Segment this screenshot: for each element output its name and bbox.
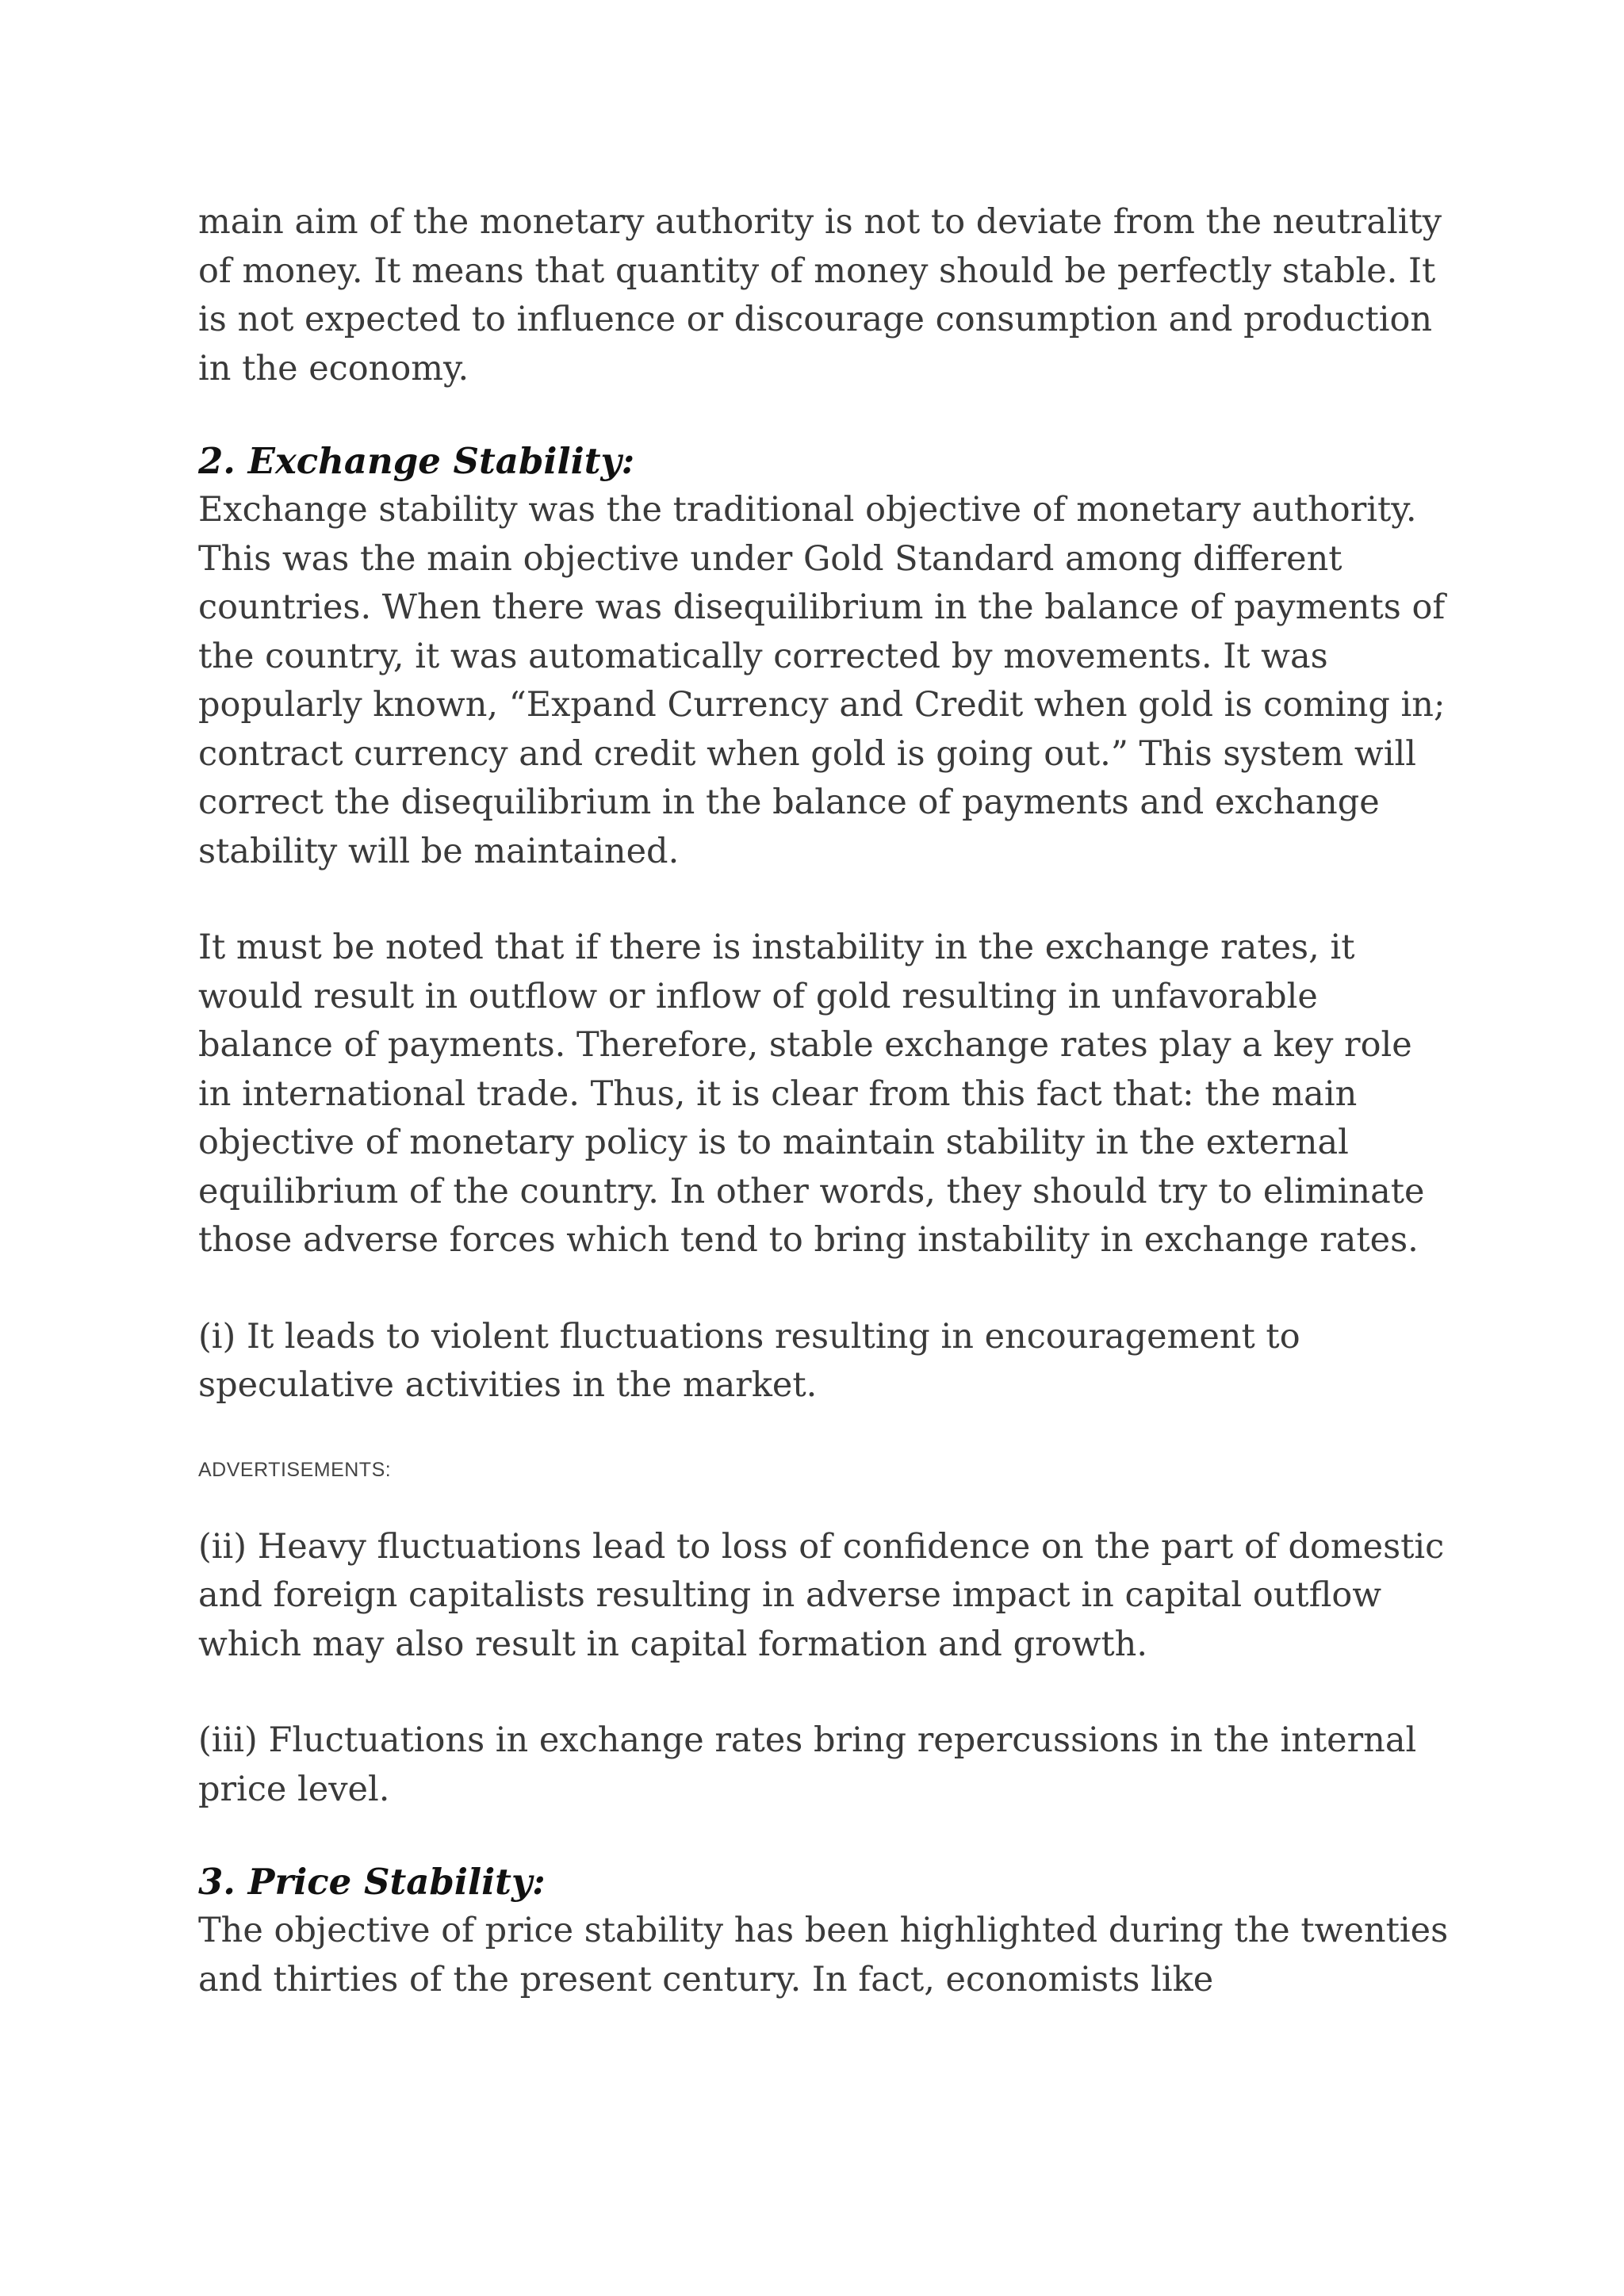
advertisements-label: ADVERTISEMENTS:: [198, 1458, 392, 1481]
exchange-stability-paragraph-1: Exchange stability was the traditional objective of monetary authority. This was the main objective under Gold Standard among different countries. When there was disequilibrium in the balance of payments of the country, it was automatically corrected by movements. It was popularly known, “Expand Currency and Credit when gold is coming in; contract currency and credit when gold is going out.” This system will correct the disequilibrium in the balance of payments and exchange stability will be maintained.: [198, 490, 1446, 871]
document-page: [198, 198, 1451, 2004]
intro-paragraph: main aim of the monetary authority is not to deviate from the neutrality of money. It means that quantity of money should be perfectly stable. It is not expected to influence or discourage consumption and production in the economy.: [198, 202, 1442, 388]
price-stability-paragraph-1: The objective of price stability has been highlighted during the twenties and thirties of the present century. In fact, economists like: [198, 1911, 1449, 1999]
section-heading-exchange-stability: 2. Exchange Stability:: [198, 440, 635, 482]
section-heading-price-stability: 3. Price Stability:: [198, 1861, 546, 1903]
point-ii: (ii) Heavy fluctuations lead to loss of confidence on the part of domestic and foreign capitalists resulting in adverse impact in capital outflow which may also result in capital formation and growth.: [198, 1526, 1445, 1664]
point-iii: (iii) Fluctuations in exchange rates bring repercussions in the internal price level.: [198, 1720, 1417, 1809]
point-i: (i) It leads to violent fluctuations resulting in encouragement to speculative activities in the market.: [198, 1316, 1300, 1405]
exchange-stability-paragraph-2: It must be noted that if there is instability in the exchange rates, it would result in outflow or inflow of gold resulting in unfavorable balance of payments. Therefore, stable exchange rates play a key role in international trade. Thus, it is clear from this fact that: the main objective of monetary policy is to maintain stability in the external equilibrium of the country. In other words, they should try to eliminate those adverse forces which tend to bring instability in exchange rates.: [198, 928, 1425, 1260]
